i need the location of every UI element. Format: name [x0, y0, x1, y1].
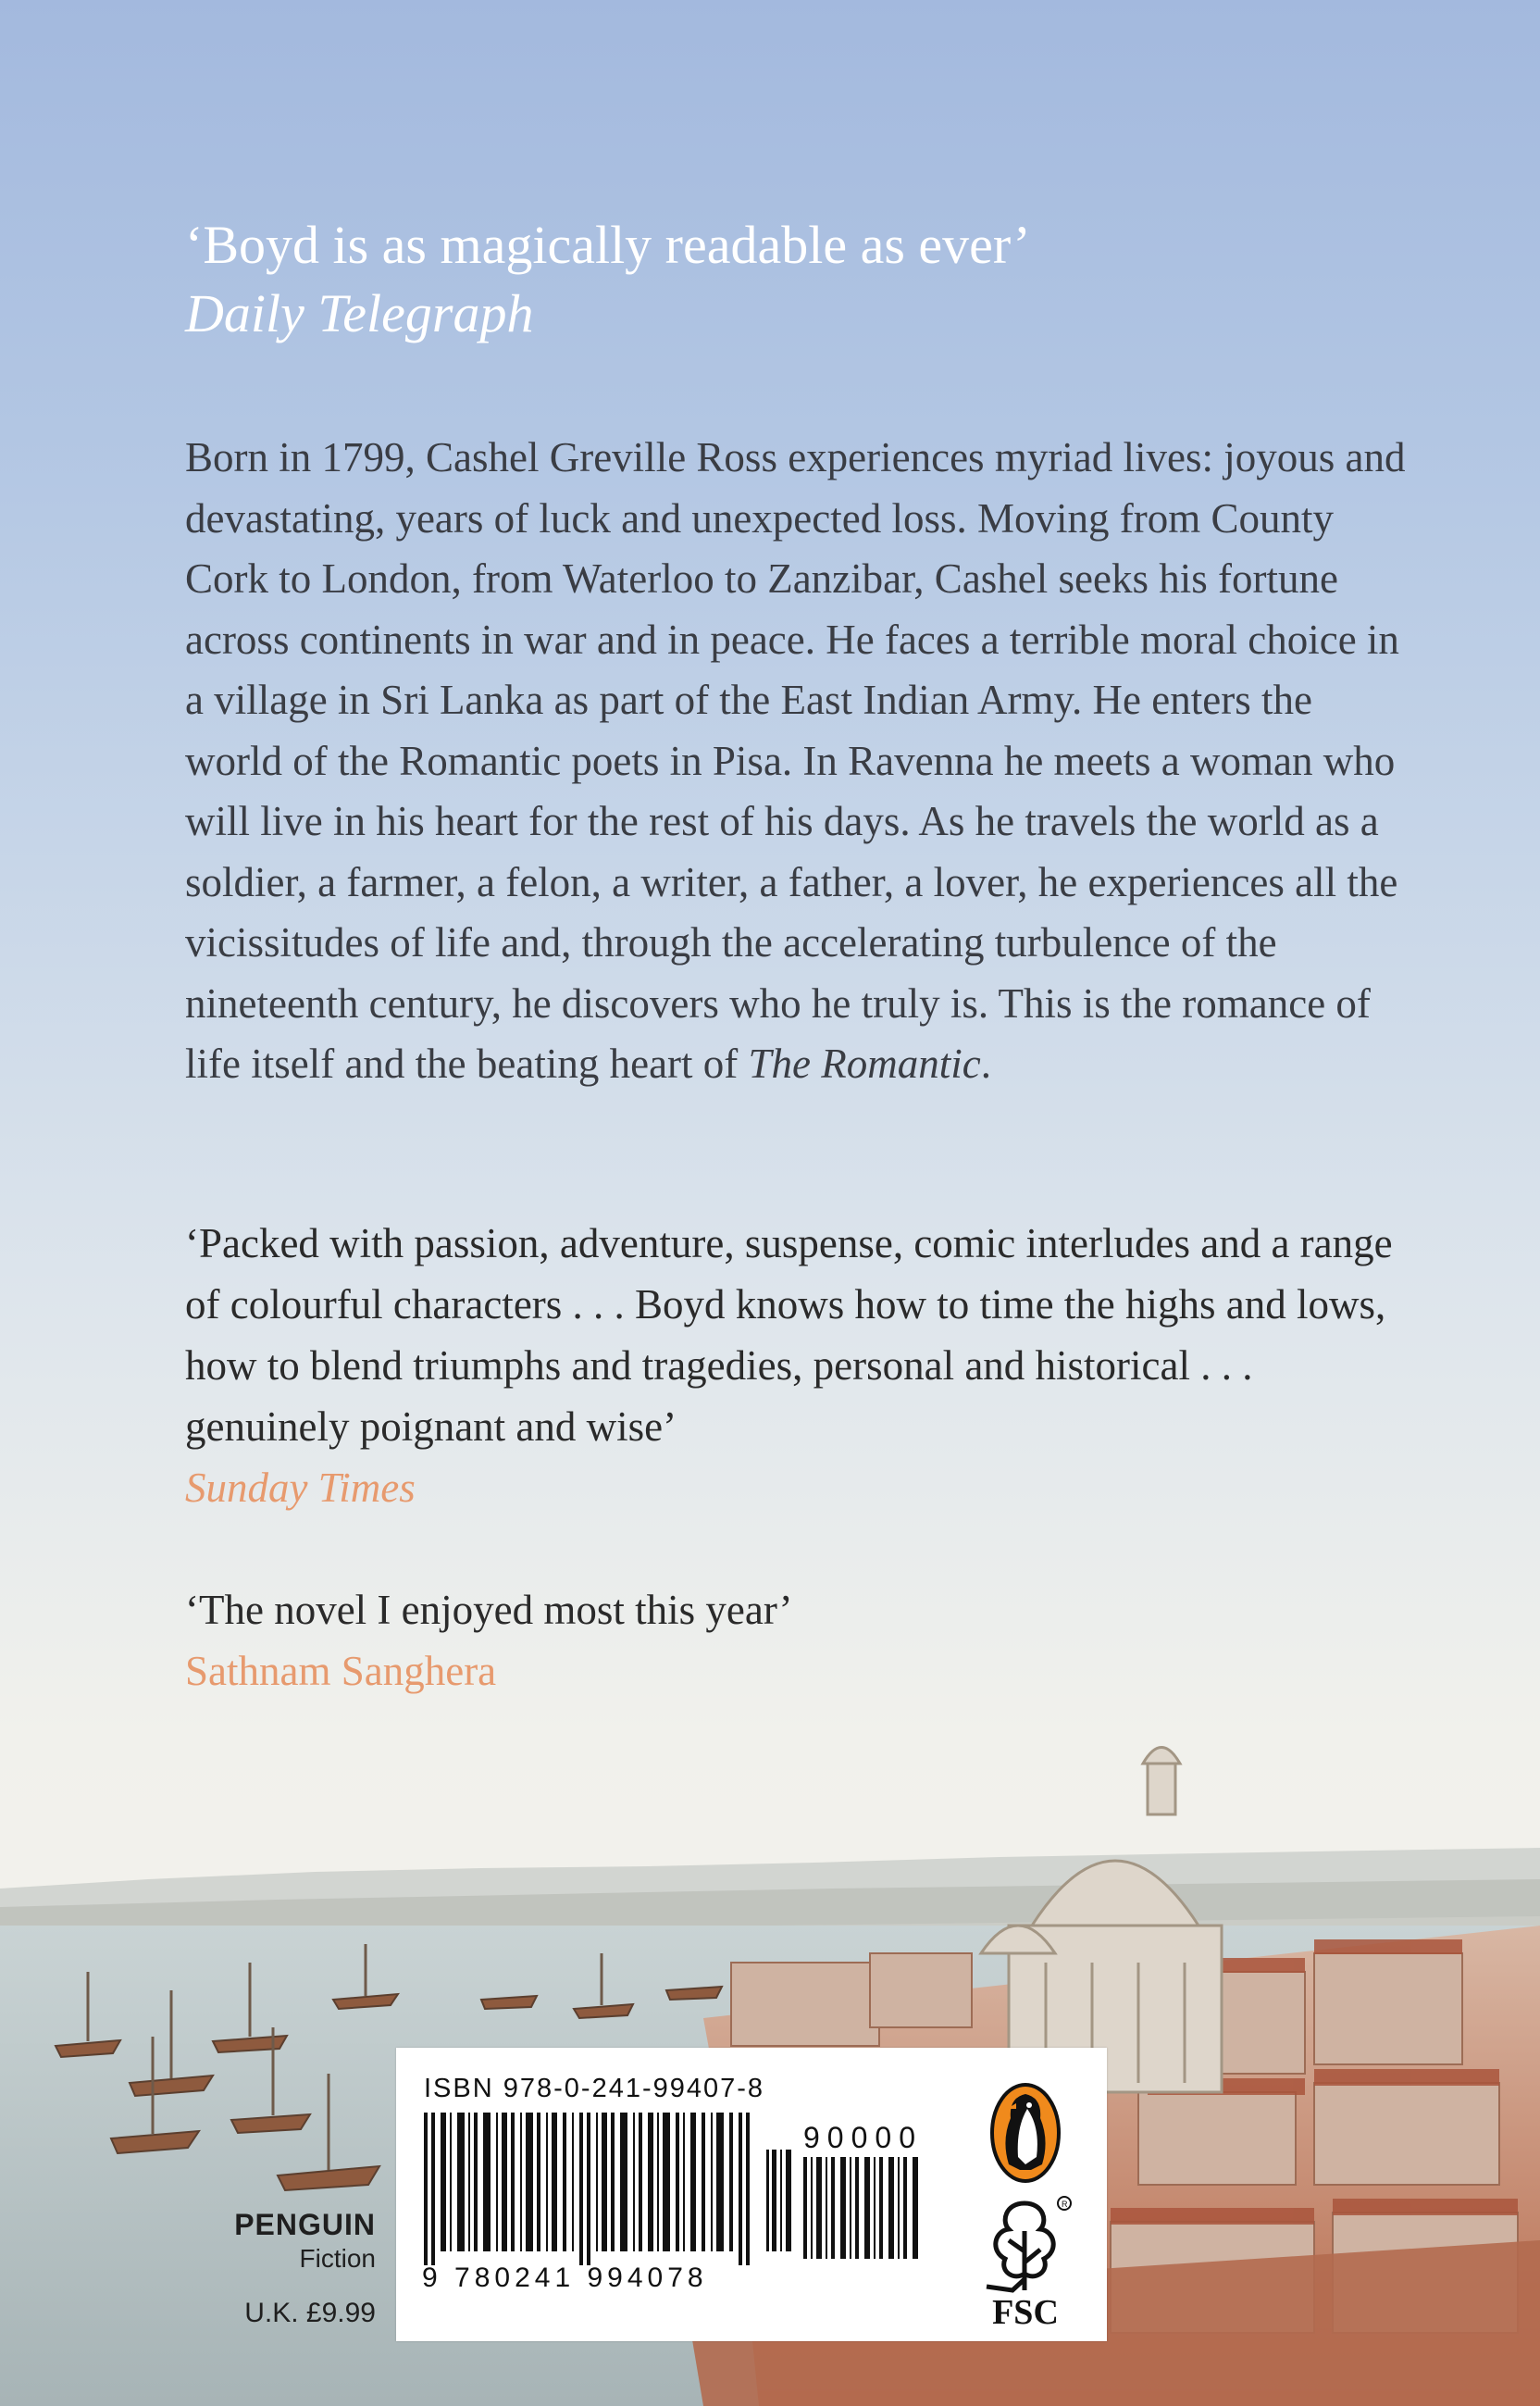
review-quote-source: Sunday Times: [185, 1465, 416, 1511]
synopsis: [185, 428, 1416, 1095]
synopsis-book-title: The Romantic: [748, 1041, 981, 1087]
svg-text:R: R: [1062, 2200, 1068, 2209]
addon-barcode: [803, 2157, 924, 2259]
penguin-logo-icon: [988, 2081, 1062, 2185]
category: Fiction: [299, 2244, 376, 2273]
lead-quote-text: ‘Boyd is as magically readable as ever’: [185, 215, 1031, 275]
review-quote: [185, 1213, 1407, 1518]
lead-quote-source: Daily Telegraph: [185, 283, 534, 343]
fsc-tree-icon: [974, 2194, 1075, 2296]
short-quote: [185, 1579, 1407, 1702]
synopsis-body: Born in 1799, Cashel Greville Ross experiences myriad lives: joyous and devastating, years of luck and unexpected loss. Moving from County Cork to London, from Waterloo to Zanzibar, Cashel seeks his fortune across continents in war and in peace. He faces a terrible moral choice in a village in Sri Lanka as part of the East Indian Army. He enters the world of the Romantic poets in Pisa. In Ravenna he meets a woman who will live in his heart for the rest of his days. As he travels the world as a soldier, a farmer, a felon, a writer, a father, a lover, he experiences all the vicissitudes of life and, through the accelerating turbulence of the nineteenth century, he discovers who he truly is. This is the romance of life itself and the beating heart of: [185, 434, 1406, 1087]
lead-quote: [185, 211, 1407, 348]
review-quote-text: ‘Packed with passion, adventure, suspense, comic interludes and a range of colourful characters . . . Boyd knows how to time the highs and lows, how to blend triumphs and tragedies, personal and historical . . . genuinely poignant and wise’: [185, 1220, 1393, 1450]
price: U.K. £9.99: [244, 2298, 376, 2328]
ean-barcode: [415, 2113, 794, 2265]
barcode-label: [396, 2048, 1107, 2341]
price-code: 90000: [803, 2121, 923, 2154]
isbn-text: ISBN 978-0-241-99407-8: [424, 2074, 765, 2103]
synopsis-end: .: [980, 1041, 991, 1087]
ean-digits: 9 780241 994078: [422, 2263, 708, 2293]
fsc-label: FSC: [992, 2293, 1059, 2332]
publisher-name: PENGUIN: [234, 2208, 376, 2241]
short-quote-text: ‘The novel I enjoyed most this year’: [185, 1587, 793, 1633]
imprint: [181, 2208, 376, 2329]
short-quote-source: Sathnam Sanghera: [185, 1648, 497, 1694]
